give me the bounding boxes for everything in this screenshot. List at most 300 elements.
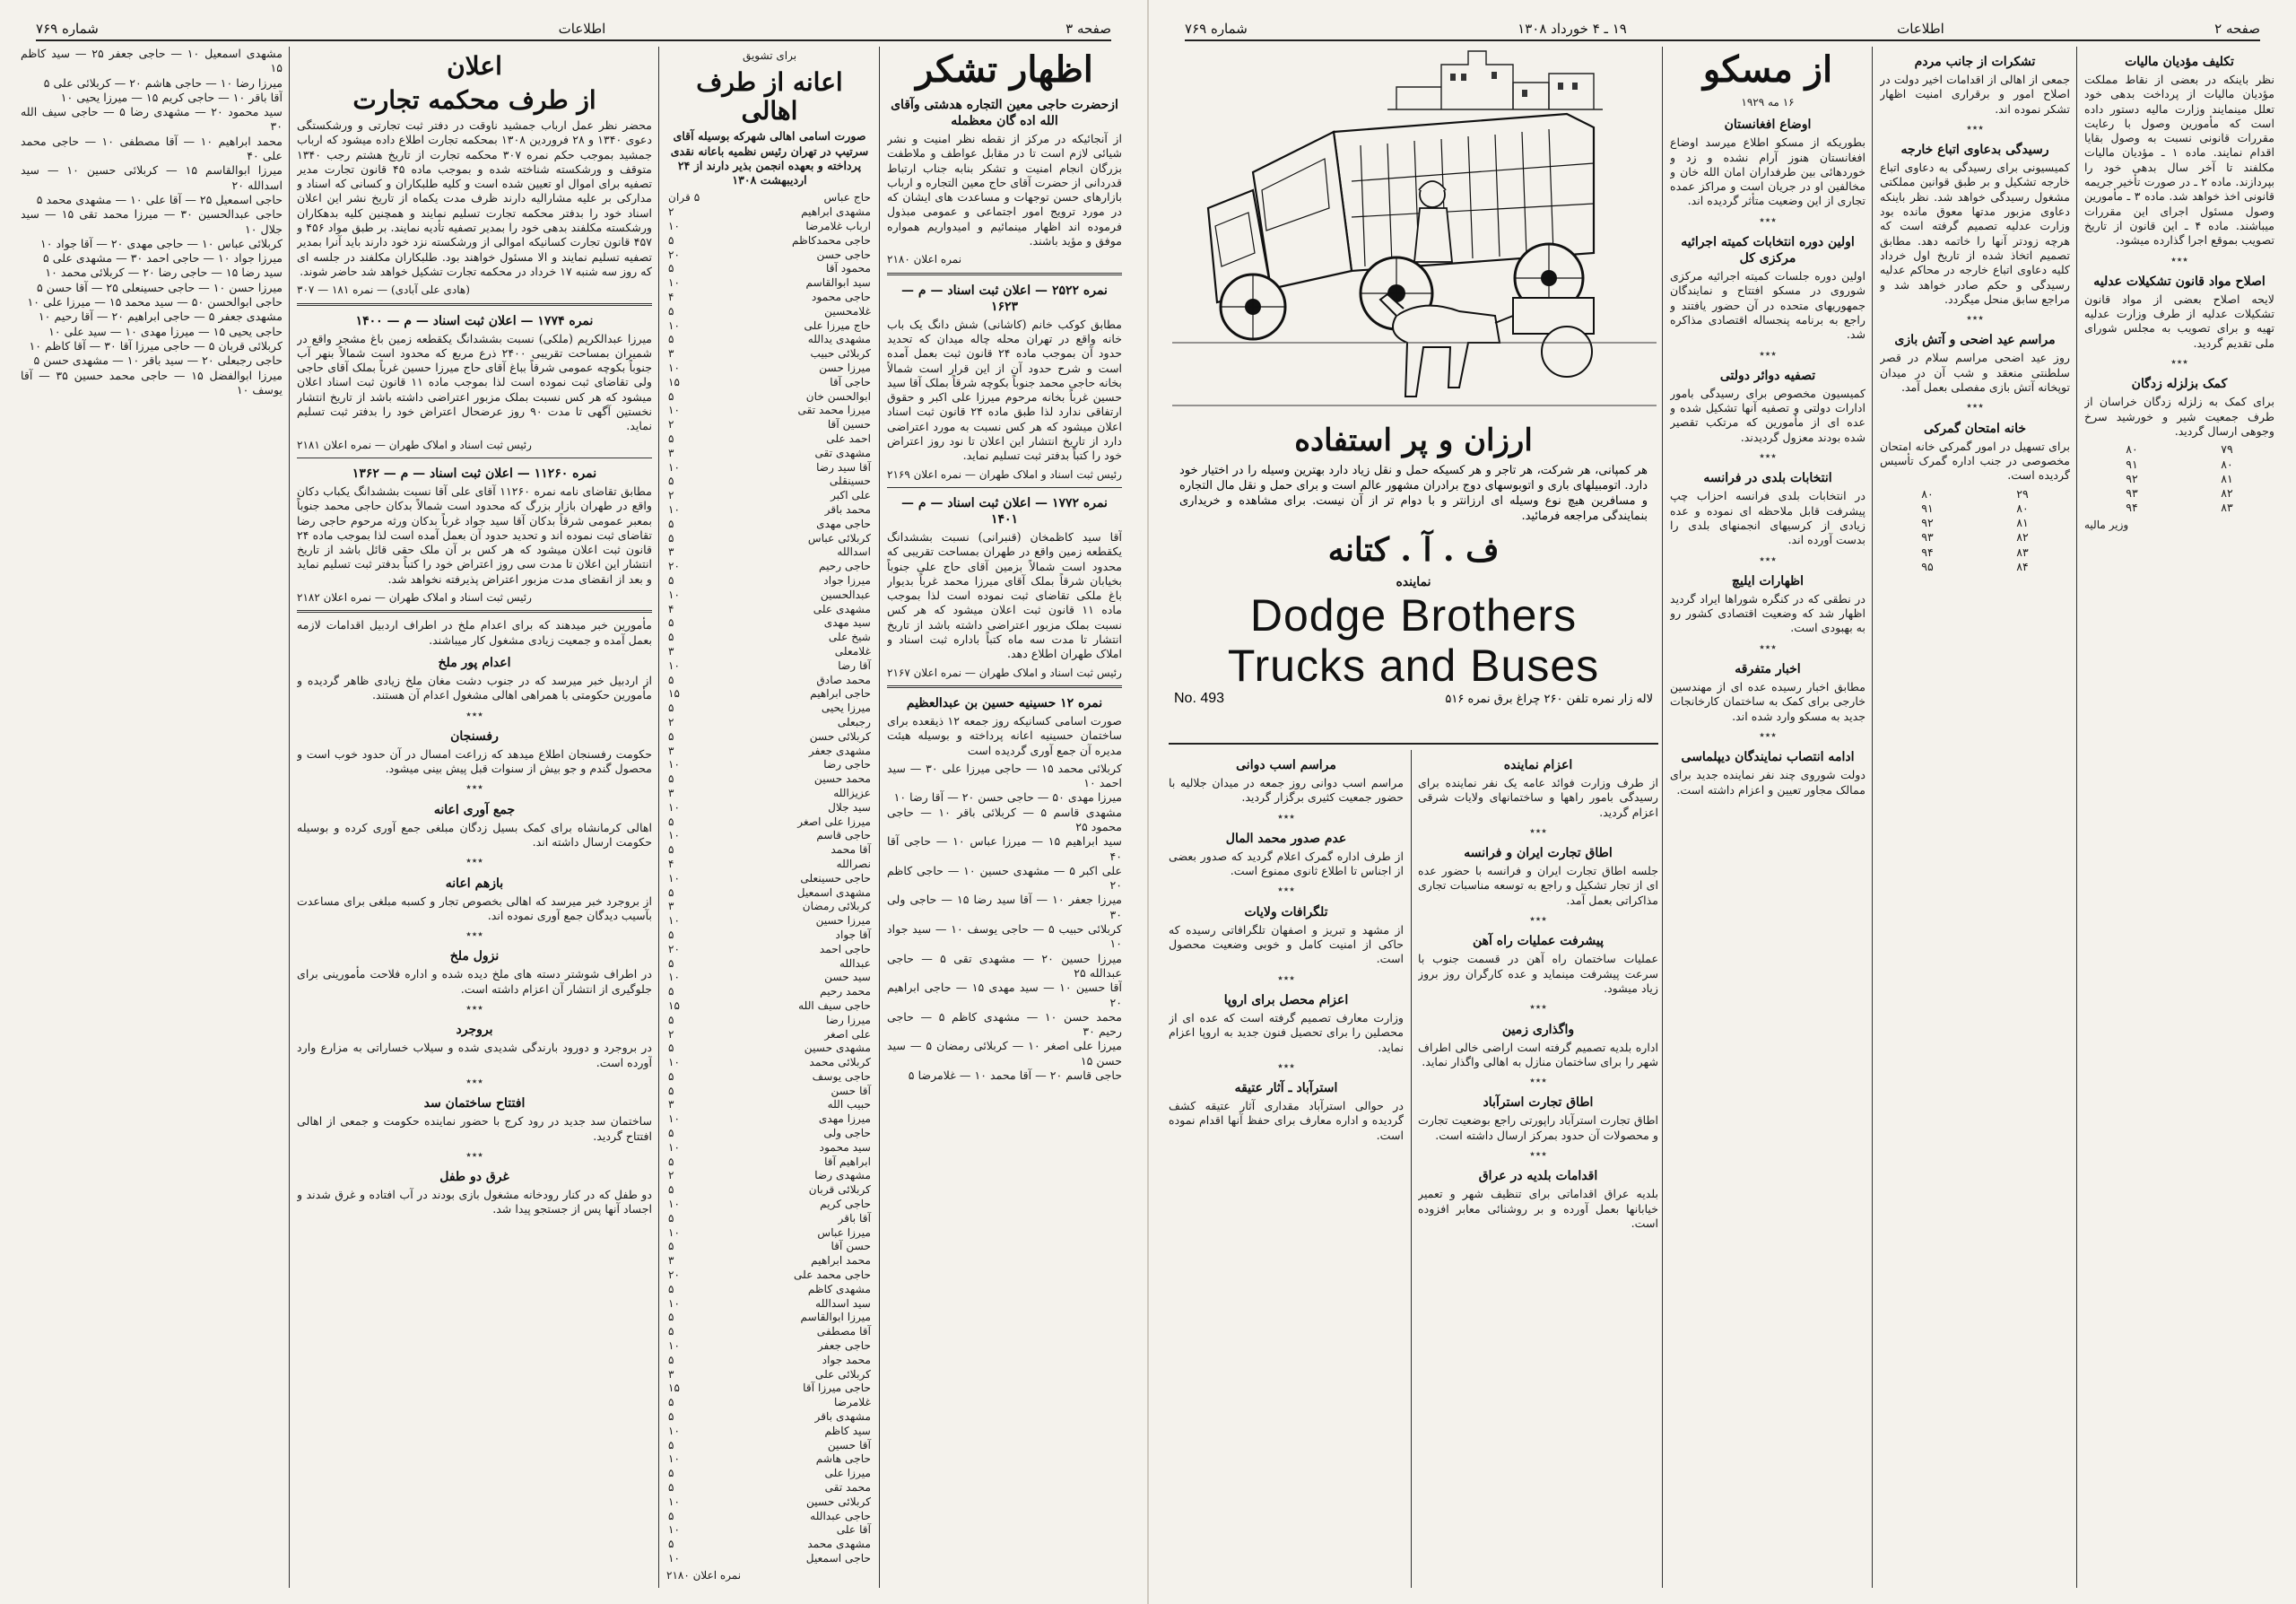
donor-name: مشهدی حسین [804,1042,871,1055]
donor-row [666,659,873,674]
thanks-subtitle: ازحضرت حاجی معین التجاره هدشتی وآقای الله اده گان معظمله [891,98,1118,128]
hosseinieh-line: آقا حسین ۱۰ — سید مهدی ۱۵ — حاجی ابراهیم ۲۰ [887,981,1122,1009]
sabt-b-body: مطابق تقاضای نامه نمره ۱۱۲۶۰ آقای علی آقا نسبت بششدانگ یکباب دکان واقع در طهران بازار بزرگ که محدود است شمالاً بدکان حاجی محمد جنوباً بمعبر عمومی شرقاً بدکان آقا سید جواد غرباً بدکان ورثه مرحوم حاجی رضا تقاضای ثبت نموده اند و تحدید حدود آن بعمل آمده است لذا بموجب ماده ۲۴ قانون ثبت اعلان میشود که هر کس بر آن ملک حقی قائل باشد از تاریخ انتشار این اعلان تا مدت سی روز اعتراض خود را کتباً بدفتر ثبت تسلیم نماید و بعد از انقضای مدت مزبور اعتراض پذیرفته نخواهد شد. [297,484,652,586]
hosseinieh-line: میرزا رضا ۱۰ — حاجی هاشم ۲۰ — کربلائی علی ۵ [43,75,283,90]
donor-amount: ۱۰ [668,971,681,984]
donor-amount: ۱۰ [668,276,681,290]
donor-amount: ۱۰ [668,1140,681,1154]
donor-name: محمد رحیم [820,985,871,998]
hosseinieh-line: میرزا حسین ۲۰ — مشهدی تقی ۵ — حاجی عبدالله ۲۵ [887,951,1122,980]
donor-name: حاجی قاسم [816,829,871,842]
donor-amount: ۵ [668,262,674,275]
donor-amount: ۵ قران [668,191,700,205]
donor-amount: ۱۰ [668,658,681,672]
donor-row [666,1283,873,1297]
donor-amount: ۵ [668,631,674,644]
donor-amount: ۲ [668,489,674,502]
table-cell: ۲۹ [2016,486,2029,501]
hosseinieh-line: محمد ابراهیم ۱۰ — آقا مصطفی ۱۰ — حاجی محمد علی ۴۰ [21,134,283,163]
table-row [1880,560,2070,574]
hosseinieh-line: علی اکبر ۵ — مشهدی حسین ۱۰ — حاجی کاظم ۲۰ [887,863,1122,893]
donor-name: اسدالله [837,545,871,559]
sabt-a-body: میرزا عبدالکریم (ملکی) نسبت بششدانگ یکقطعه زمین باغ مشجر واقع در شمیران بمساحت تقریبی ۲۴۰۰ ذرع مربع که محدود است شمالاً بنهر آب جنوباً بکوچه عمومی شرقاً بباغ آقای حاج میرزا حسین غرباً بملک آقای حاجی ولی تقاضای ثبت نموده است لذا بموجب ماده ۱۱ قانون ثبت اسناد اعلان میشود که هر کس نسبت بملک مزبور اعتراضی داشته باشد از تاریخ انتشار نخستین آگهی تا مدت ۹۰ روز عرضحال اعتراض خود را بدفتر ثبت تسلیم نماید. [297,331,652,433]
donor-amount: ۵ [668,1282,674,1295]
donor-amount: ۱۰ [668,1225,681,1239]
donor-amount: ۱۰ [668,1495,681,1508]
province-item-text: اهالی کرمانشاه برای کمک بسیل زدگان مبلغی جمع آوری کرده و بوسیله حکومت ارسال داشته اند. [297,820,652,849]
donor-name: مشهدی یدالله [807,333,871,346]
table-cell: ۸۰ [2016,501,2029,515]
donor-name: رجبعلی [837,715,871,728]
hosseinieh-line: میرزا مهدی ۵۰ — حاجی حسن ۲۰ — آقا رضا ۱۰ [893,790,1122,805]
donor-name: سید حسن [824,971,871,984]
donor-name: محمد حسین [813,772,871,786]
left-edge-column [21,47,283,1588]
donor-row [666,220,873,234]
donor-row [666,1240,873,1254]
donor-row [666,928,873,943]
hosseinieh-line: حاجی عبدالحسین ۳۰ — میرزا محمد تقی ۱۵ — سید جلال ۱۰ [21,207,283,236]
moscow-column [1670,47,1866,1588]
donor-name: مشهدی محمد [807,1538,871,1551]
donor-name: حاجی ولی [823,1127,871,1140]
donor-amount: ۳ [668,744,674,757]
donor-amount: ۵ [668,843,674,857]
right-masthead [1185,18,2260,41]
donor-amount: ۵ [668,729,674,743]
donor-amount: ۵ [668,1240,674,1253]
donor-name: حاجی محمد علی [794,1268,871,1282]
moscow-item-heading: انتخابات بلدی در فرانسه [1703,471,1832,486]
donor-amount: ۱۰ [668,871,681,885]
donor-name: میرزا حسین [815,914,871,928]
left-masthead [36,18,1111,41]
donor-name: حبیب الله [827,1098,871,1111]
donor-amount: ۱۰ [668,460,681,474]
table-row [1880,487,2070,501]
hosseinieh-line: میرزا ابوالقاسم ۱۵ — کربلائی حسین ۱۰ — سید اسدالله ۲۰ [21,163,283,192]
donor-name: آقا حسن [831,1084,871,1097]
mid-news-column [1880,47,2070,1588]
donor-amount: ۵ [668,616,674,630]
donor-name: محمد ابراهیم [811,1254,871,1268]
separator-stars: ٭٭٭ [465,928,483,941]
donor-amount: ۴ [668,857,674,870]
donor-row [666,404,873,418]
donor-row [666,560,873,574]
donor-name: احمد علی [826,432,871,446]
separator-stars: ٭٭٭ [1759,552,1777,565]
donors-intro: صورت اسامی اهالی شهرکه بوسیله آقای سرتیپ در تهران رئیس نظمیه باعانه نقدی پرداخته و بعهده انجمن بذیر دارند از ۲۴ اردیبهشت ۱۳۰۸ [670,129,869,187]
donor-name: ابوالحسن خان [805,389,871,403]
moscow-item-heading: اظهارات ایلیچ [1731,573,1805,588]
donor-row [666,702,873,716]
table-cell: ۸۲ [2221,486,2233,501]
tax-item-text: برای کمک به زلزله زدگان خراسان از طرف جمعیت شیر و خورشید سرخ وجوهی ارسال گردید. [2084,395,2274,438]
donor-name: میرزا عباس [817,1225,871,1239]
table-cell: ۹۲ [2126,471,2138,485]
table-row [2084,458,2274,472]
donor-amount: ۴ [668,602,674,615]
separator-stars: ٭٭٭ [1966,311,1984,325]
table-cell: ۸۱ [2221,471,2233,485]
moscow-item-text: در انتخابات بلدی فرانسه احزاب چپ پیشرفت قابل ملاحظه ای نموده و عده زیادی از کرسیهای انجمنهای بلدی را بدست آورده اند. [1670,489,1866,547]
donor-row [666,1538,873,1552]
separator-stars: ٭٭٭ [1759,346,1777,360]
donor-row [666,432,873,447]
news-heading: پیشرفت عملیات راه آهن [1472,934,1605,949]
donor-row [666,418,873,432]
donor-row [666,1523,873,1538]
donor-row [666,1382,873,1396]
donor-name: کربلائی حسن [809,729,871,743]
separator-stars: ٭٭٭ [1759,640,1777,653]
ad-agent-label: نماینده [1396,575,1431,589]
news-heading: واگذاری زمین [1501,1022,1575,1037]
news-text: در حوالی استرآباد مقداری آثار عتیقه کشف گردیده و اداره معارف برای حفظ آنها اقدام نموده است. [1169,1099,1404,1142]
separator-stars: ٭٭٭ [1529,912,1547,926]
donor-row [666,503,873,518]
separator-stars: ٭٭٭ [1529,1147,1547,1161]
donor-row [666,1311,873,1325]
moscow-item-text: کمیسیون مخصوص برای رسیدگی بامور ادارات دولتی و تصفیه آنها تشکیل شده و عده ای از مأمورین که مرتکب تقصیر شده بودند معزول گردیدند. [1670,386,1866,444]
donor-amount: ۵ [668,1211,674,1225]
donor-amount: ۵ [668,574,674,587]
moscow-item-text: در نطقی که در کنگره شوراها ایراد گردید اظهار شد که وضعیت اقتصادی کشور رو به بهبودی است. [1670,591,1866,635]
donor-name: حاجی رحیم [818,560,871,573]
table-cell: ۹۴ [2126,501,2138,515]
ad-body: هر کمپانی، هر شرکت، هر تاجر و هر کسیکه حمل و نقل زیاد دارد بهترین وسیله را در اختیار خود دارد. اتومبیلهای باری و اتوبوسهای دوج برادران مشهور عالم است و برای حمل و نقل مال التجاره و مسافرین هیچ نوع وسیله ای ارزانتر و با دوام تر از آن نیست. برای مشاهده و خریداری بنمایندگی مراجعه فرمائید. [1179,464,1648,523]
donor-amount: ۱۰ [668,1551,681,1565]
donor-amount: ۵ [668,928,674,941]
mid-item-text: روز عید اضحی مراسم سلام در قصر سلطنتی منعقد و شب آن در میدان توپخانه آتش بازی مفصلی بعمل آمد. [1880,351,2070,395]
donor-name: میرزا رضا [825,1013,871,1026]
news-text: جلسه اطاق تجارت ایران و فرانسه با حضور عده ای از تجار تشکیل و راجع به توسعه مناسبات تجاری مذاکراتی بعمل آمد. [1418,864,1658,907]
thanks-body: از آنجائیکه در مرکز از نقطه نظر امنیت و نشر شیائی لازم است تا در مقابل عواطف و ملاطفت بزرگان انجام امنیت و تشکر بنابه جناب ارتباط قدردانی از حضرت آقای حاج معین التجاره و ارباب بازارهای حسن توجهات و مساعدت های ایشان که در مورد ترویج امور اجتماعی و عمومی مبذول فرموده اند اظهار مینمائیم و امیدواریم همواره موفق و مؤید باشند. [887,132,1122,248]
news-text: از طرف اداره گمرک اعلام گردید که صدور بعضی از اجناس تا اطلاع ثانوی ممنوع است. [1169,849,1404,878]
table-cell: ۷۹ [2221,442,2233,457]
donor-amount: ۲۰ [668,560,681,573]
separator-stars: ٭٭٭ [1529,824,1547,837]
donor-amount: ۱۰ [668,914,681,928]
donor-row [666,1495,873,1510]
table-row [1880,501,2070,516]
table-cell: ۹۲ [1921,516,1934,530]
thanks-signature: نمره اعلان ۲۱۸۰ [887,253,962,266]
province-item-heading: اعدام پور ملخ [438,655,511,670]
donor-name: حاجی یوسف [812,1069,871,1083]
hosseinieh-line: آقا باقر ۱۰ — حاجی کریم ۱۵ — میرزا یحیی ۱۰ [60,90,283,104]
moscow-dateline: ۱۶ مه ۱۹۲۹ [1741,96,1795,109]
donor-row [666,886,873,901]
donor-row [666,985,873,999]
donor-name: مشهدی باقر [814,1410,871,1424]
truck-illustration-icon [1172,47,1657,414]
taxes-footer: وزیر مالیه [2084,518,2129,531]
donor-name: حاجی اسمعیل [805,1551,871,1565]
donor-name: میرزا حسن [819,362,871,375]
donor-row [666,276,873,291]
tax-item-heading: کمک بزلزله زدگان [2131,377,2228,392]
donor-amount: ۵ [668,1155,674,1168]
donor-row [666,616,873,631]
news-heading: اعزام محصل برای اروپا [1223,992,1349,1007]
donor-name: میرزا ابوالقاسم [800,1311,871,1324]
donor-amount: ۲۰ [668,248,681,261]
dodge-advertisement [1169,47,1658,737]
donor-row [666,1552,873,1566]
thanks-column [887,47,1122,1588]
table-row [2084,442,2274,457]
donors-title: اعانه از طرف اهالی [696,67,843,126]
donor-name: سید مهدی [823,616,871,630]
donor-row [666,1014,873,1028]
moscow-title: از مسکو [1702,48,1833,91]
mid-table [1880,487,2070,575]
provinces-news [297,655,652,1217]
province-item-heading: بازهم اعانه [445,876,504,891]
donor-amount: ۲ [668,715,674,728]
donor-amount: ۵ [668,304,674,318]
donor-name: حاجی رضا [823,758,871,771]
mid-item-heading: رسیدگی بدعاوی اتباع خارجه [1900,143,2049,158]
donor-row [666,262,873,276]
donor-name: مشهدی اسمعیل [796,885,871,899]
donor-amount: ۵ [668,432,674,446]
separator-stars: ٭٭٭ [465,1147,483,1161]
donor-row [666,1354,873,1368]
donor-name: سید اسدالله [815,1296,871,1310]
donor-name: محمود آقا [826,262,871,275]
donor-amount: ۵ [668,673,674,686]
moscow-item-text: اولین دوره جلسات کمیته اجرائیه مرکزی شوروی در مسکو افتتاح و نمایندگان جمهوریهای متحده در آن حضور یافتند و راجع به برنامه پنجساله اقتصادی مذاکره شد. [1670,269,1866,342]
hosseinieh-line: محمد حسن ۱۰ — مشهدی کاظم ۵ — حاجی رحیم ۳۰ [887,1009,1122,1039]
below-ad-column-left [1169,750,1404,1588]
donor-amount: ۵ [668,1353,674,1366]
notice-2522-body: مطابق کوکب خانم (کاشانی) شش دانگ یک باب خانه واقع در تهران محله چاله میدان که تحدید حدود آن بموجب ماده ۲۴ قانون ثبت بعمل آمده است و شرح حدود آن از این قرار است شمالاً بخانه حاجی محمد جنوباً بکوچه شرقاً بملک آقا سید حسین غرباً بخانه مرحوم میرزا علی اکبر و حقوق ارتفاقی ندارد لذا طبق ماده ۲۴ قانون ثبت اسناد اعلان میشود که هر کس نسبت به مورد اعتراضی دارد از تاریخ انتشار این اعلان تا نود روز اعتراض خود را کتباً بدفتر ثبت تسلیم نماید. [887,317,1122,463]
donor-name: مشهدی ابراهیم [801,205,871,219]
donor-row [666,305,873,319]
donor-amount: ۱۰ [668,503,681,517]
donor-name: مشهدی علی [813,602,871,615]
news-text: مراسم اسب دوانی روز جمعه در میدان جلالیه با حضور جمعیت کثیری برگزار گردید. [1169,776,1404,805]
donor-amount: ۲ [668,1169,674,1182]
hosseinieh-line: حاجی یحیی ۱۵ — میرزا مهدی ۱۰ — سید علی ۱۰ [48,324,283,338]
donor-amount: ۳ [668,644,674,658]
donor-amount: ۳ [668,1254,674,1268]
hosseinieh-line: میرزا علی اصغر ۱۰ — کربلائی رمضان ۵ — سید حسن ۱۵ [887,1039,1122,1068]
donor-amount: ۵ [668,1396,674,1409]
donor-amount: ۱۰ [668,1339,681,1353]
donor-row [666,1481,873,1495]
news-heading: استرآباد ـ آثار عتیقه [1234,1081,1338,1096]
donor-amount: ۵ [668,1042,674,1055]
donor-name: حاج میرزا علی [804,318,871,332]
donor-row [666,631,873,645]
table-cell: ۸۱ [2016,516,2029,530]
hosseinieh-line: میرزا جعفر ۱۰ — آقا سید رضا ۱۵ — حاجی ولی ۳۰ [887,893,1122,921]
hosseinieh-line: کربلائی حبیب ۵ — حاجی یوسف ۱۰ — سید جواد ۱۰ [887,922,1122,951]
ad-brand-line-1: Dodge Brothers [1249,590,1578,641]
table-row [2084,486,2274,501]
donor-row [666,461,873,475]
donor-row [666,1452,873,1467]
hosseinieh-line: میرزا جواد ۱۰ — حاجی احمد ۳۰ — مشهدی علی ۵ [42,251,283,266]
donor-name: عبدالحسین [820,588,871,601]
news-text: از مشهد و تبریز و اصفهان تلگرافاتی رسیده که حاکی از امنیت کامل و خوبی وضعیت محصول است. [1169,922,1404,966]
moscow-item-text: دولت شوروی چند نفر نماینده جدید برای ممالک مجاور تعیین و اعزام داشته است. [1670,768,1866,797]
donor-row [666,730,873,745]
donor-row [666,1425,873,1439]
mid-item-text: جمعی از اهالی از اقدامات اخیر دولت در اصلاح امور و برقراری امنیت اظهار تشکر نموده اند. [1880,73,2070,116]
moscow-item-text: مطابق اخبار رسیده عده ای از مهندسین خارجی برای کمک به ساختمان کارخانجات جدید به مسکو وارد شده اند. [1670,680,1866,723]
hosseinieh-line: سید رضا ۱۵ — حاجی رضا ۲۰ — کربلائی محمد ۱۰ [45,266,283,280]
donor-name: ابراهیم آقا [824,1155,871,1168]
separator-stars: ٭٭٭ [465,780,483,794]
hosseinieh-line: حاجی اسمعیل ۲۵ — آقا علی ۱۰ — مشهدی محمد ۵ [36,192,283,206]
hosseinieh-line: میرزا حسن ۱۰ — حاجی حسینعلی ۲۵ — آقا حسن ۵ [37,280,283,294]
donor-row [666,687,873,702]
separator-stars: ٭٭٭ [1529,1074,1547,1087]
separator-stars: ٭٭٭ [1277,1059,1295,1072]
donor-row [666,801,873,815]
table-row [1880,530,2070,545]
right-issue-number: شماره ۷۶۹ [1185,21,1248,37]
donor-name: آقا علی [836,1523,871,1537]
donor-row [666,475,873,489]
hosseinieh-line: کربلائی محمد ۱۵ — حاجی میرزا علی ۳۰ — سید احمد ۱۰ [887,761,1122,790]
donor-row [666,772,873,787]
donor-row [666,674,873,688]
donor-amount: ۵ [668,1013,674,1026]
table-row [1880,516,2070,530]
donor-row [666,191,873,205]
left-issue-number: شماره ۷۶۹ [36,21,99,37]
donor-amount: ۱۰ [668,829,681,842]
donor-row [666,1127,873,1141]
mid-item-heading: مراسم عید اضحی و آتش بازی [1894,333,2056,348]
table-cell: ۹۳ [1921,530,1934,545]
news-heading: عدم صدور محمد المال [1225,831,1347,846]
donor-name: سید کاظم [824,1424,871,1437]
donor-row [666,787,873,801]
table-cell: ۹۵ [1921,560,1934,574]
donor-row [666,1254,873,1268]
separator-stars: ٭٭٭ [465,707,483,720]
donor-amount: ۲ [668,1027,674,1041]
donor-row [666,1183,873,1198]
donor-amount: ۵ [668,956,674,970]
table-cell: ۸۴ [2016,560,2029,574]
hosseinieh-line: حاجی قاسم ۲۰ — آقا محمد ۱۰ — غلامرضا ۵ [908,1068,1122,1083]
news-text: از طرف وزارت فوائد عامه یک نفر نماینده برای رسیدگی بامور راهها و ساختمانهای ولایات شرقی اعزام گردید. [1418,776,1658,819]
donor-row [666,1198,873,1212]
taxes-table [2084,442,2274,515]
donor-row [666,1410,873,1425]
hosseinieh-line: سید محمود ۲۰ — مشهدی رضا ۵ — حاجی سیف الله ۳۰ [21,105,283,134]
donor-row [666,1325,873,1339]
tax-item-heading: اصلاح مواد قانون تشکیلات عدلیه [2093,274,2266,289]
below-ad-news-left [1169,757,1404,1143]
hosseinieh-intro: صورت اسامی کسانیکه روز جمعه ۱۲ ذیقعده برای ساختمان حسینیه اعانه پرداخته و بوسیله هیئت مدیره آن جمع آوری گردیده است [887,713,1122,757]
donor-name: نصرالله [836,857,871,870]
table-cell: ۹۴ [1921,545,1934,559]
donor-amount: ۳ [668,347,674,361]
donor-amount: ۱۰ [668,1198,681,1211]
donor-row [666,957,873,972]
donor-amount: ۳ [668,786,674,799]
donor-name: حاجی سیف الله [798,998,871,1012]
donor-amount: ۱۵ [668,998,681,1012]
donor-row [666,1112,873,1127]
ad-address: لاله زار نمره تلفن ۲۶۰ چراغ برق نمره ۵۱۶ [1445,693,1653,706]
donor-name: حاجی محمدکاظم [792,233,871,247]
donor-row [666,1085,873,1099]
donor-name: عزیزالله [833,786,871,799]
news-heading: مراسم اسب دوانی [1236,758,1336,772]
mid-news [1880,54,2070,484]
donor-name: حاجی احمد [819,942,871,955]
donor-row [666,1268,873,1283]
donor-row [666,758,873,772]
donor-row [666,1070,873,1085]
donor-amount: ۱۵ [668,375,681,388]
donor-row [666,1141,873,1155]
donor-name: محمد باقر [824,503,871,517]
donor-row [666,914,873,928]
hosseinieh-line: مشهدی اسمعیل ۱۰ — حاجی جعفر ۲۵ — سید کاظم ۱۵ [21,47,283,75]
court-column [297,47,652,1588]
donor-name: حسینقلی [829,475,871,488]
mid-item-text: برای تسهیل در امور گمرکی خانه امتحان مخصوصی در جنب اداره گمرک تأسیس گردیده است. [1880,439,2070,483]
donor-name: سید جلال [828,800,871,814]
donor-amount: ۵ [668,1481,674,1494]
table-row [1880,545,2070,560]
sabt-a-heading: نمره ۱۷۷۴ — اعلان ثبت اسناد — م — ۱۴۰۰ [355,313,594,328]
province-item-heading: نزول ملخ [449,949,500,964]
news-text: وزارت معارف تصمیم گرفته است که عده ای از محصلین را برای تحصیل فنون جدید به اروپا اعزام نماید. [1169,1010,1404,1054]
province-item-text: حکومت رفسنجان اطلاع میدهد که زراعت امسال در آن حدود خوب است و محصول گندم و جو بیش از سنوات قبل پیش بینی میشود. [297,746,652,776]
table-cell: ۸۰ [1921,486,1934,501]
donor-name: کربلائی حسین [806,1495,871,1508]
donors-table [666,191,873,1565]
donor-amount: ۱۰ [668,1424,681,1437]
donor-amount: ۱۰ [668,362,681,375]
donor-amount: ۵ [668,1311,674,1324]
notice-2522-heading: نمره ۲۵۲۲ — اعلان ثبت اسناد — م — ۱۶۲۳ [901,283,1108,314]
donor-amount: ۱۰ [668,404,681,417]
right-page [1147,0,2296,1604]
donor-row [666,843,873,858]
taxes-column [2084,47,2274,1588]
donor-amount: ۱۰ [668,1112,681,1126]
tax-item-text: لایحه اصلاح بعضی از مواد قانون تشکیلات عدلیه از طرف وزارت عدلیه تهیه و برای تصویب به مجلس شورای ملی تقدیم گردید. [2084,292,2274,350]
donor-amount: ۵ [668,1069,674,1083]
donor-row [666,447,873,461]
province-item-heading: غرق دو طفل [439,1170,509,1185]
donor-name: حاجی هاشم [815,1452,871,1466]
donor-name: کربلائی علی [814,1367,871,1381]
notice-2522-signature: رئیس ثبت اسناد و املاک طهران — نمره اعلان ۲۱۶۹ [887,467,1122,481]
donor-amount: ۵ [668,985,674,998]
table-cell: ۹۱ [1921,501,1934,515]
donor-name: حسین آقا [827,418,871,432]
donor-row [666,205,873,220]
donor-name: حاجی ابراهیم [810,687,871,701]
donor-row [666,971,873,985]
table-cell: ۸۳ [2221,501,2233,515]
donor-row [666,319,873,334]
